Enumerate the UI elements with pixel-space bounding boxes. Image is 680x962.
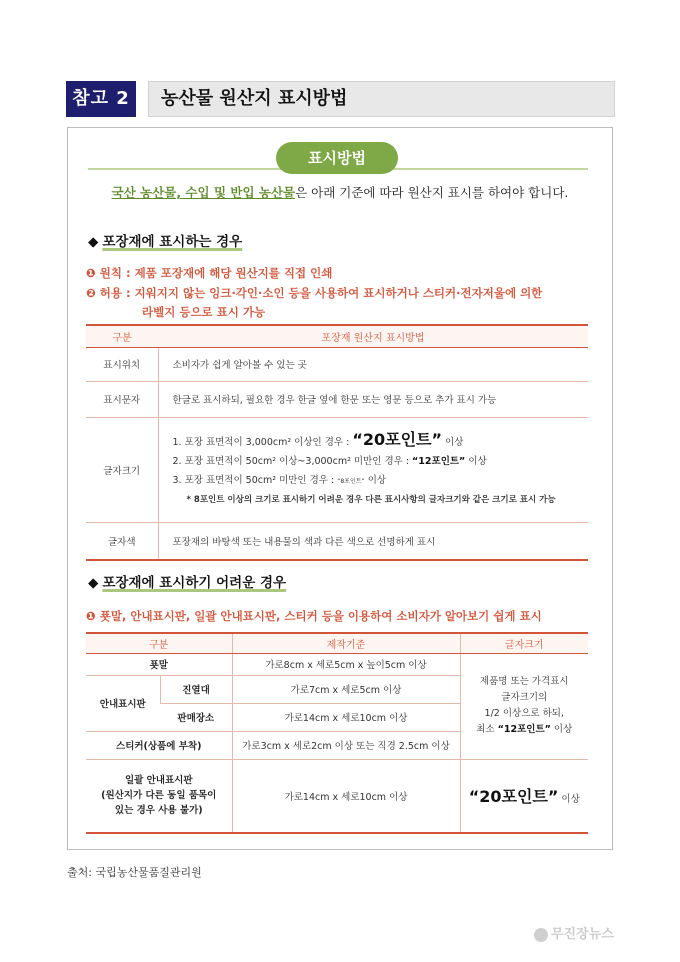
table-header: 구분 — [86, 325, 158, 347]
allow-line-1: ❷ 허용 : 지워지지 않는 잉크·각인·소인 등을 사용하여 표시하거나 스티커·전자저울에 의한 — [86, 286, 543, 300]
intro-highlight: 국산 농산물, 수입 및 반입 농산물 — [111, 185, 296, 200]
page-title: 농산물 원산지 표시방법 — [148, 81, 615, 117]
size-line-3: 3. 포장 표면적이 50cm² 미만인 경우 : “8포인트” 이상 — [172, 474, 387, 486]
size-note: * 8포인트 이상의 크기로 표시하기 어려운 경우 다른 표시사항의 글자크기와 같은 크기로 표시 가능 — [186, 494, 556, 505]
size-line-2: 2. 포장 표면적이 50cm² 이상~3,000cm² 미만인 경우 : “12포인트” 이상 — [172, 455, 487, 467]
display-table — [86, 632, 588, 834]
diamond-icon: ◆ — [88, 234, 99, 250]
section2-line: ❶ 푯말, 안내표시판, 일괄 안내표시판, 스티커 등을 이용하여 소비자가 알아보기 쉽게 표시 — [86, 609, 542, 623]
size-line-1: 1. 포장 표면적이 3,000cm² 이상인 경우 : “20포인트” 이상 — [172, 429, 464, 449]
font-size-cell: 제품명 또는 가격표시 글자크기의 1/2 이상으로 하되, 최소 “12포인트” 이상 — [460, 653, 588, 759]
table-row: 일괄 안내표시판 (원산지가 다른 동일 품목이 있는 경우 사용 불가) 가로14cm x 세로10cm 이상 “20포인트” 이상 — [86, 759, 588, 833]
allow-line-2: 라벨지 등으로 표시 가능 — [142, 305, 266, 319]
table-row: 스티커(상품에 부착) 가로3cm x 세로2cm 이상 또는 직경 2.5cm 이상 — [86, 731, 588, 759]
table-row: 글자크기 1. 포장 표면적이 3,000cm² 이상인 경우 : “20포인트” 이상 2. 포장 표면적이 50cm² 이상~3,000cm² 미만인 경우 : “12포인트” 이상 3. 포장 표면적이 50cm² 미만인 경우 : “8포인트” 이상 * 8포인트 이상의 크기로 표시하기 어려운 경우 다른 표시사항의 글자크기와 같은 크기로 표시 가능 — [86, 417, 588, 522]
table-row: 안내표시판 진열대 가로7cm x 세로5cm 이상 — [86, 675, 588, 703]
watermark: 무진장뉴스 — [534, 923, 614, 942]
table-header: 제작기준 — [232, 633, 460, 653]
table-row: 글자색 포장재의 바탕색 또는 내용물의 색과 다른 색으로 선명하게 표시 — [86, 522, 588, 560]
packaging-table — [86, 324, 588, 561]
watermark-logo-icon — [534, 928, 548, 942]
intro-rest: 은 아래 기준에 따라 원산지 표시를 하여야 합니다. — [295, 185, 569, 200]
diamond-icon: ◆ — [88, 575, 99, 591]
intro-text — [74, 183, 606, 201]
principle-line: ❶ 원칙 : 제품 포장재에 해당 원산지를 직접 인쇄 — [86, 266, 333, 280]
reference-tag: 참고 2 — [66, 81, 136, 117]
title-row — [66, 81, 615, 117]
section1-heading: ◆ 포장재에 표시하는 경우 — [88, 234, 243, 250]
table-header: 구분 — [86, 633, 232, 653]
method-pill: 표시방법 — [276, 142, 398, 174]
table-row: 표시위치 소비자가 쉽게 알아볼 수 있는 곳 — [86, 347, 588, 381]
table-header: 글자크기 — [460, 633, 588, 653]
table-row: 판매장소 가로14cm x 세로10cm 이상 — [86, 703, 588, 731]
table-row: 푯말 가로8cm x 세로5cm x 높이5cm 이상 제품명 또는 가격표시 글자크기의 1/2 이상으로 하되, 최소 “12포인트” 이상 — [86, 653, 588, 675]
table-row: 표시문자 한글로 표시하되, 필요한 경우 한글 옆에 한문 또는 영문 등으로 추가 표시 가능 — [86, 381, 588, 417]
source-note: 출처: 국립농산물품질관리원 — [67, 866, 202, 879]
section2-heading: ◆ 포장재에 표시하기 어려운 경우 — [88, 575, 287, 591]
table-header: 포장재 원산지 표시방법 — [158, 325, 588, 347]
